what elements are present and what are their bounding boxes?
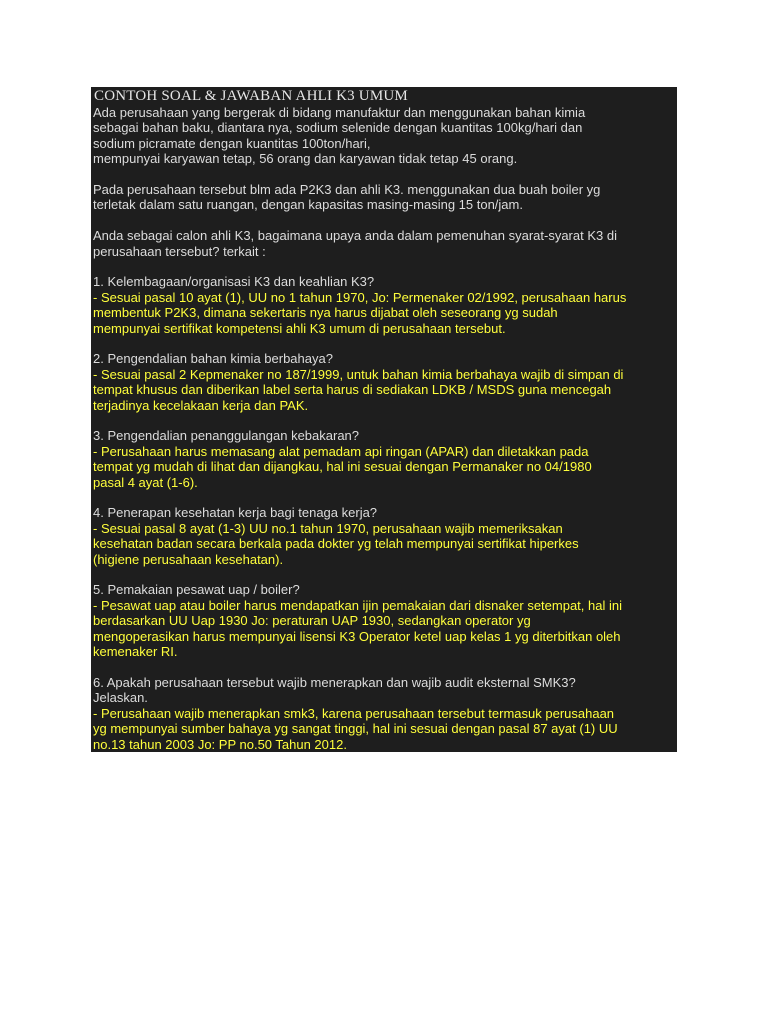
qa-item-6 [93,675,675,752]
answer-line: pasal 4 ayat (1-6). [93,474,198,490]
qa-item-1 [93,274,675,336]
paragraph-gap [93,567,675,582]
question-line: 2. Pengendalian bahan kimia berbahaya? [93,351,333,367]
question-line: 6. Apakah perusahaan tersebut wajib menerapkan dan wajib audit eksternal SMK3? [93,674,576,690]
answer-line: terjadinya kecelakaan kerja dan PAK. [93,397,309,413]
answer-line: - Sesuai pasal 10 ayat (1), UU no 1 tahun 1970, Jo: Permenaker 02/1992, perusahaan harus [93,289,627,305]
paragraph-gap [93,259,675,274]
text-line: mempunyai karyawan tetap, 56 orang dan karyawan tidak tetap 45 orang. [93,151,518,167]
paragraph-gap [93,490,675,505]
answer-line: membentuk P2K3, dimana sekertaris nya harus dijabat oleh seseorang yg sudah [93,305,558,321]
answer-line: kesehatan badan secara berkala pada dokter yg telah mempunyai sertifikat hiperkes [93,536,579,552]
answer-line: - Pesawat uap atau boiler harus mendapatkan ijin pemakaian dari disnaker setempat, hal ini [93,597,622,613]
answer-line: kemenaker RI. [93,644,178,660]
qa-item-4 [93,505,675,567]
question-line: 5. Pemakaian pesawat uap / boiler? [93,582,300,598]
paragraph-gap [93,167,675,182]
qa-item-3 [93,428,675,490]
text-line: Ada perusahaan yang bergerak di bidang manufaktur dan menggunakan bahan kimia [93,105,586,120]
text-line: sebagai bahan baku, diantara nya, sodium selenide dengan kuantitas 100kg/hari dan [93,120,583,136]
question-intro-paragraph [93,228,675,259]
answer-line: - Sesuai pasal 8 ayat (1-3) UU no.1 tahun 1970, perusahaan wajib memeriksakan [93,520,563,536]
answer-line: tempat khusus dan diberikan label serta harus di sediakan LDKB / MSDS guna mencegah [93,382,612,398]
text-line: perusahaan tersebut? terkait : [93,243,266,259]
document-title: CONTOH SOAL & JAWABAN AHLI K3 UMUM [94,88,408,104]
text-line: sodium picramate dengan kuantitas 100ton/hari, [93,135,371,151]
answer-line: berdasarkan UU Uap 1930 Jo: peraturan UAP 1930, sedangkan operator yg [93,613,531,629]
answer-line: - Perusahaan wajib menerapkan smk3, karena perusahaan tersebut termasuk perusahaan [93,705,615,721]
boiler-paragraph [93,182,675,213]
qa-item-2 [93,351,675,413]
question-line: 1. Kelembagaan/organisasi K3 dan keahlian K3? [93,274,375,290]
question-line: 3. Pengendalian penanggulangan kebakaran? [93,428,360,444]
text-line: terletak dalam satu ruangan, dengan kapasitas masing-masing 15 ton/jam. [93,197,523,213]
answer-line: - Sesuai pasal 2 Kepmenaker no 187/1999, untuk bahan kimia berbahaya wajib di simpan di [93,366,624,382]
text-line: Anda sebagai calon ahli K3, bagaimana upaya anda dalam pemenuhan syarat-syarat K3 di [93,228,617,244]
paragraph-gap [93,660,675,675]
intro-paragraph [93,105,675,167]
answer-line: tempat yg mudah di lihat dan dijangkau, hal ini sesuai dengan Permanaker no 04/1980 [93,459,592,475]
answer-line: no.13 tahun 2003 Jo: PP no.50 Tahun 2012. [93,736,347,752]
answer-line: mengoperasikan harus mempunyai lisensi K3 Operator ketel uap kelas 1 yg diterbitkan oleh [93,628,621,644]
answer-line: mempunyai sertifikat kompetensi ahli K3 umum di perusahaan tersebut. [93,320,506,336]
question-line: Jelaskan. [93,690,148,706]
answer-line: (higiene perusahaan kesehatan). [93,551,284,567]
paragraph-gap [93,413,675,428]
qa-item-5 [93,582,675,659]
document-panel [91,87,677,752]
question-line: 4. Penerapan kesehatan kerja bagi tenaga kerja? [93,505,378,521]
paragraph-gap [93,213,675,228]
paragraph-gap [93,336,675,351]
answer-line: yg mempunyai sumber bahaya yg sangat tinggi, hal ini sesuai dengan pasal 87 ayat (1) UU [93,721,618,737]
text-line: Pada perusahaan tersebut blm ada P2K3 dan ahli K3. menggunakan dua buah boiler yg [93,182,601,198]
answer-line: - Perusahaan harus memasang alat pemadam api ringan (APAR) dan diletakkan pada [93,443,589,459]
